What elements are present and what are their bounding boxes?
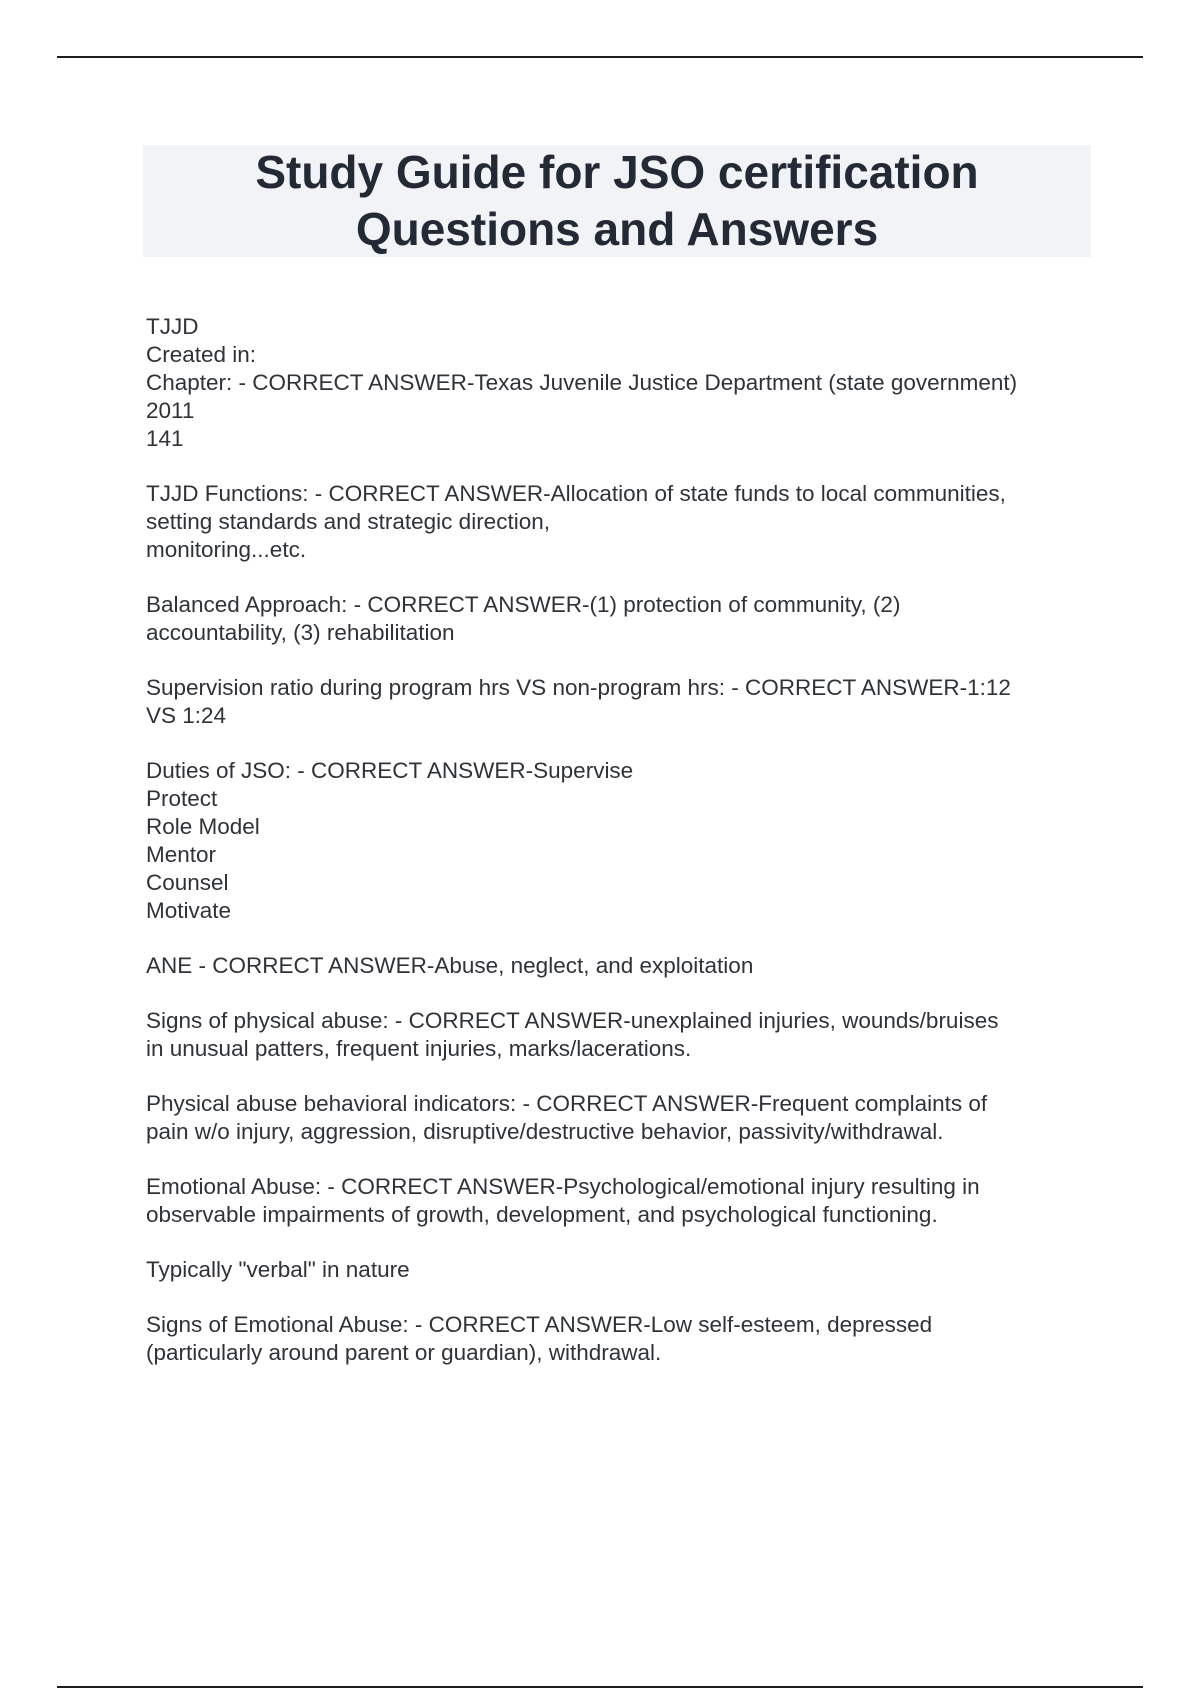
qa-line: accountability, (3) rehabilitation bbox=[146, 620, 455, 645]
qa-line: Duties of JSO: - CORRECT ANSWER-Supervise bbox=[146, 758, 634, 783]
document-title-banner bbox=[143, 145, 1091, 257]
qa-line: Mentor bbox=[146, 842, 217, 867]
qa-line: ANE - CORRECT ANSWER-Abuse, neglect, and exploitation bbox=[146, 953, 754, 978]
qa-line: 2011 bbox=[146, 398, 195, 423]
qa-line: VS 1:24 bbox=[146, 703, 227, 728]
document-title-line-1: Study Guide for JSO certification bbox=[255, 146, 979, 198]
qa-entry bbox=[146, 313, 1106, 453]
qa-line: Emotional Abuse: - CORRECT ANSWER-Psychological/emotional injury resulting in bbox=[146, 1174, 980, 1199]
qa-line: Chapter: - CORRECT ANSWER-Texas Juvenile Justice Department (state government) bbox=[146, 370, 1018, 395]
qa-entry bbox=[146, 1311, 1106, 1367]
qa-entry bbox=[146, 952, 1106, 980]
qa-entry bbox=[146, 1090, 1106, 1146]
qa-line: setting standards and strategic direction, bbox=[146, 509, 550, 534]
qa-line: in unusual patters, frequent injuries, marks/lacerations. bbox=[146, 1036, 692, 1061]
top-rule bbox=[57, 56, 1143, 58]
qa-entry bbox=[146, 591, 1106, 647]
qa-line: Protect bbox=[146, 786, 218, 811]
qa-line: monitoring...etc. bbox=[146, 537, 307, 562]
qa-line: Typically "verbal" in nature bbox=[146, 1257, 410, 1282]
document-title-line-2: Questions and Answers bbox=[355, 203, 879, 255]
qa-line: Created in: bbox=[146, 342, 257, 367]
qa-line: Role Model bbox=[146, 814, 260, 839]
qa-content bbox=[146, 313, 1106, 1394]
qa-line: 141 bbox=[146, 426, 184, 451]
qa-line: Counsel bbox=[146, 870, 229, 895]
qa-entry bbox=[146, 1256, 1106, 1284]
qa-line: TJJD bbox=[146, 314, 199, 339]
bottom-rule bbox=[57, 1686, 1143, 1688]
qa-line: (particularly around parent or guardian), withdrawal. bbox=[146, 1340, 662, 1365]
qa-line: Physical abuse behavioral indicators: - CORRECT ANSWER-Frequent complaints of bbox=[146, 1091, 988, 1116]
qa-entry bbox=[146, 480, 1106, 564]
qa-line: Signs of physical abuse: - CORRECT ANSWER-unexplained injuries, wounds/bruises bbox=[146, 1008, 999, 1033]
qa-line: Balanced Approach: - CORRECT ANSWER-(1) protection of community, (2) bbox=[146, 592, 901, 617]
qa-line: Signs of Emotional Abuse: - CORRECT ANSWER-Low self-esteem, depressed bbox=[146, 1312, 933, 1337]
qa-line: Supervision ratio during program hrs VS non-program hrs: - CORRECT ANSWER-1:12 bbox=[146, 675, 1011, 700]
qa-entry bbox=[146, 757, 1106, 925]
qa-line: observable impairments of growth, development, and psychological functioning. bbox=[146, 1202, 938, 1227]
qa-line: TJJD Functions: - CORRECT ANSWER-Allocation of state funds to local communities, bbox=[146, 481, 1006, 506]
qa-entry bbox=[146, 1173, 1106, 1229]
qa-line: pain w/o injury, aggression, disruptive/destructive behavior, passivity/withdrawal. bbox=[146, 1119, 944, 1144]
qa-entry bbox=[146, 674, 1106, 730]
qa-entry bbox=[146, 1007, 1106, 1063]
qa-line: Motivate bbox=[146, 898, 232, 923]
